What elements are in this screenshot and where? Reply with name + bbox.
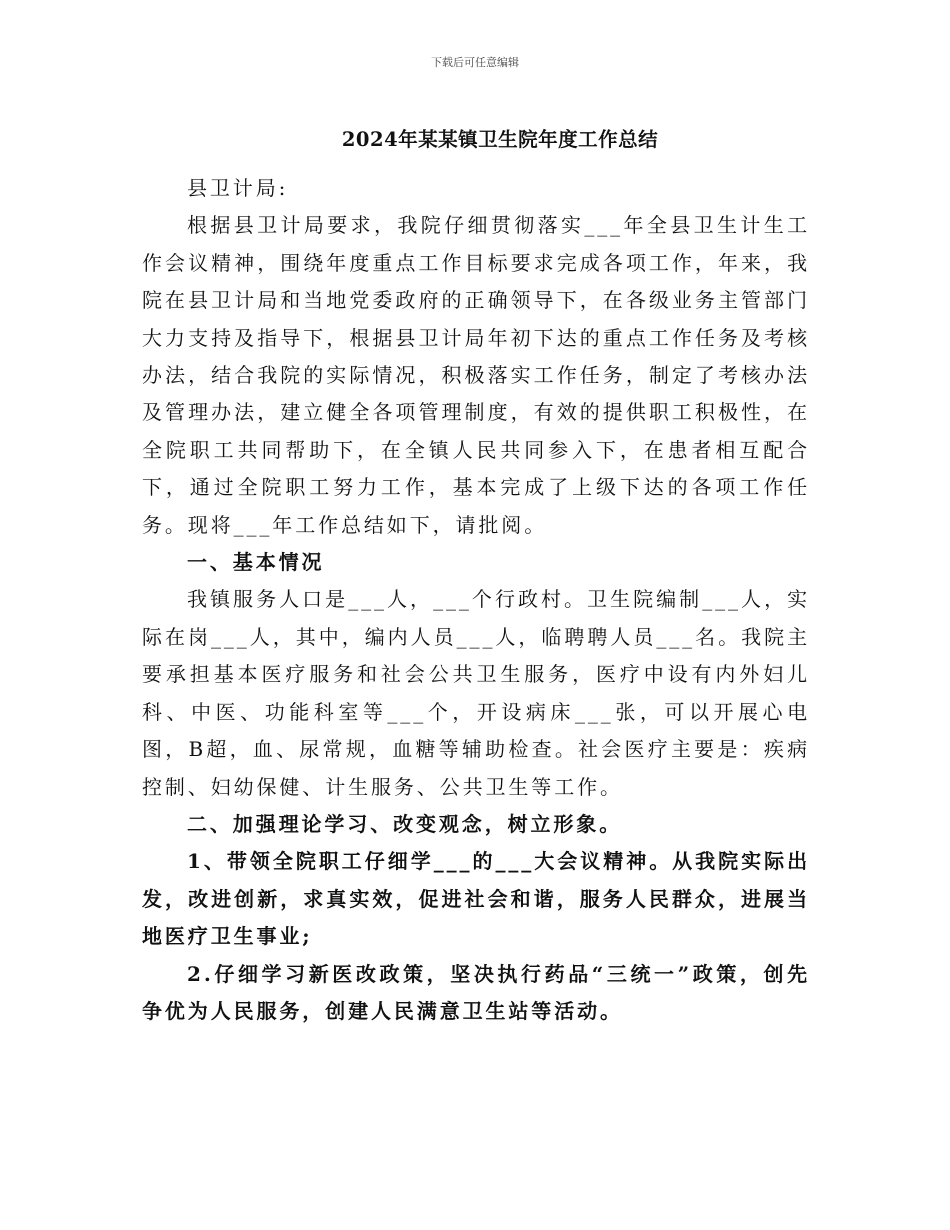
section2-item-1: 1、带领全院职工仔细学___的___大会议精神。从我院实际出发，改进创新，求真实效，促进社会和谐，服务人民群众，进展当地医疗卫生事业; — [142, 849, 810, 949]
document-title: 2024年某某镇卫生院年度工作总结 — [341, 128, 659, 151]
header-watermark: 下载后可任意编辑 — [431, 56, 519, 69]
intro-paragraph: 根据县卫计局要求，我院仔细贯彻落实___年全县卫生计生工作会议精神，围绕年度重点工作目标要求完成各项工作，年来，我院在县卫计局和当地党委政府的正确领导下，在各级业务主管部门大力支持及指导下，根据县卫计局年初下达的重点工作任务及考核办法，结合我院的实际情况，积极落实工作任务，制定了考核办法及管理办法，建立健全各项管理制度，有效的提供职工积极性，在全院职工共同帮助下，在全镇人民共同参入下，在患者相互配合下，通过全院职工努力工作，基本完成了上级下达的各项工作任务。现将___年工作总结如下，请批阅。 — [142, 213, 810, 537]
section2-heading: 二、加强理论学习、改变观念，树立形象。 — [187, 811, 623, 836]
section2-item-2: 2.仔细学习新医改政策，坚决执行药品“三统一”政策，创先争优为人民服务，创建人民满意卫生站等活动。 — [142, 961, 810, 1023]
section1-heading: 一、基本情况 — [187, 550, 325, 575]
section1-paragraph: 我镇服务人口是___人，___个行政村。卫生院编制___人，实际在岗___人，其中，编内人员___人，临聘聘人员___名。我院主要承担基本医疗服务和社会公共卫生服务，医疗中设有内外妇儿科、中医、功能科室等___个，开设病床___张，可以开展心电图，B超，血、尿常规，血糖等辅助检查。社会医疗主要是：疾病控制、妇幼保健、计生服务、公共卫生等工作。 — [142, 587, 810, 799]
document-body — [142, 170, 810, 1030]
salutation: 县卫计局: — [187, 176, 289, 200]
